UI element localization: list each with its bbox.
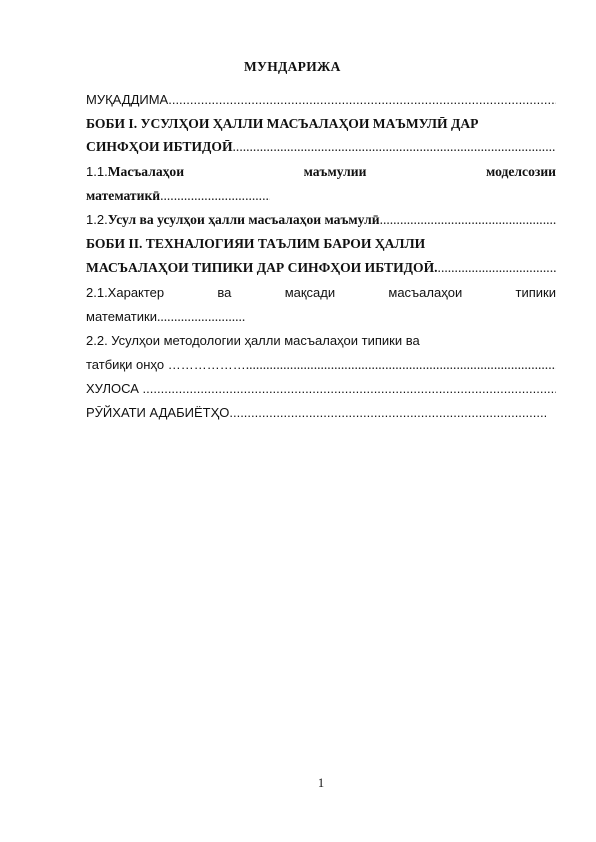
page-number: 1 — [317, 776, 325, 790]
toc-word: масъалаҳои — [388, 284, 463, 300]
toc-entry-section-1-2[interactable] — [86, 208, 556, 232]
toc-entry-label: татбиқи онҳо ……………… — [86, 357, 246, 373]
section-number: 1.1. — [86, 163, 108, 179]
toc-entry-label: математикӣ — [86, 187, 161, 203]
section-number: 1.2. — [86, 211, 108, 227]
toc-entry-chapter-1[interactable] — [86, 112, 556, 136]
toc-entry-section-2-2[interactable] — [86, 329, 556, 353]
toc-entry-section-2-2-cont[interactable] — [86, 353, 556, 377]
toc-word: типики — [515, 284, 556, 300]
toc-entry-introduction[interactable] — [86, 88, 556, 112]
toc-entry-label: МУҚАДДИМА — [86, 92, 169, 107]
toc-word: мақсади — [284, 284, 336, 300]
toc-entry-label: ХУЛОСА — [86, 381, 143, 397]
toc-entry-references[interactable] — [86, 401, 556, 425]
toc-entry-section-1-1[interactable] — [86, 160, 556, 184]
toc-entry-chapter-2-cont[interactable] — [86, 256, 556, 280]
toc-word: Масъалаҳои — [107, 163, 185, 179]
toc-title: МУНДАРИЖА — [244, 59, 341, 74]
toc-entry-section-1-1-cont[interactable] — [86, 184, 556, 208]
toc-word: моделсозии — [486, 163, 556, 179]
dot-leader — [168, 88, 556, 112]
dot-leader — [157, 305, 245, 329]
toc-word: ва — [217, 284, 232, 300]
toc-entry-section-2-1[interactable] — [86, 281, 556, 305]
toc-entry-label: СИНФҲОИ ИБТИДОӢ — [86, 139, 233, 155]
dot-leader — [143, 377, 556, 401]
dot-leader — [438, 256, 556, 280]
toc-entry-label: Усул ва усулҳои ҳалли масъалаҳои маъмулӣ — [107, 211, 380, 227]
toc-entry-conclusion[interactable] — [86, 377, 556, 401]
toc-entry-label: математики — [86, 308, 157, 324]
toc-entry-label: БОБИ II. ТЕХНАЛОГИЯИ ТАЪЛИМ БАРОИ ҲАЛЛИ — [86, 236, 426, 252]
dot-leader — [246, 353, 556, 377]
toc-entry-section-2-1-cont[interactable] — [86, 305, 556, 329]
dot-leader — [233, 135, 556, 159]
toc-word: маъмулии — [303, 163, 367, 179]
toc-entry-label: РӮЙХАТИ АДАБИЁТҲО — [86, 405, 230, 421]
toc-entry-chapter-2[interactable] — [86, 232, 556, 256]
table-of-contents — [86, 88, 556, 426]
toc-entry-label: 2.2. Усулҳои методологии ҳалли масъалаҳои типики ва — [86, 332, 420, 348]
toc-entry-chapter-1-cont[interactable] — [86, 135, 556, 159]
dot-leader — [380, 208, 556, 232]
dot-leader — [229, 401, 546, 425]
toc-entry-label: БОБИ I. УСУЛҲОИ ҲАЛЛИ МАСЪАЛАҲОИ МАЪМУЛӢ ДАР — [86, 116, 479, 132]
toc-word: 2.1.Характер — [86, 284, 165, 300]
dot-leader — [160, 184, 270, 208]
toc-entry-label: МАСЪАЛАҲОИ ТИПИКИ ДАР СИНФҲОИ ИБТИДОӢ. — [86, 260, 438, 276]
